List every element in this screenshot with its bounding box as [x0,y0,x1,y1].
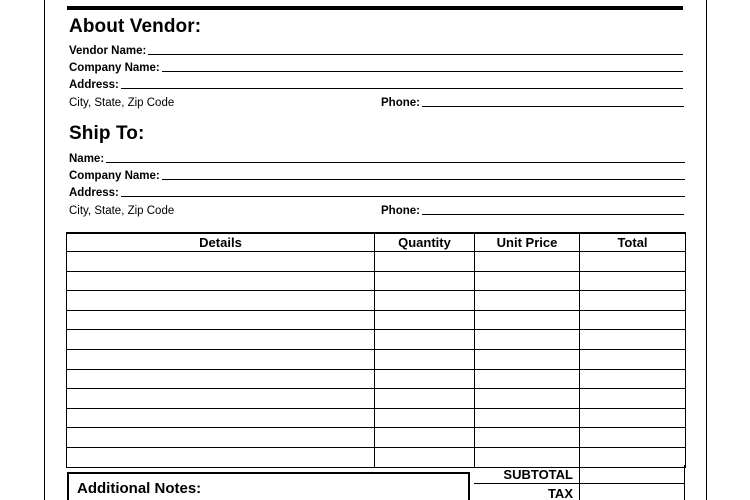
ship-company-row [69,167,685,183]
cell-total[interactable] [580,369,686,389]
table-row [67,369,686,389]
cell-details[interactable] [67,271,375,291]
ship-section-title: Ship To: [69,123,145,144]
cell-unit-price[interactable] [475,271,580,291]
cell-details[interactable] [67,349,375,369]
additional-notes-title: Additional Notes: [77,480,202,497]
cell-details[interactable] [67,408,375,428]
cell-quantity[interactable] [375,271,475,291]
cell-details[interactable] [67,428,375,448]
cell-total[interactable] [580,252,686,272]
vendor-name-input[interactable] [148,54,683,55]
cell-quantity[interactable] [375,310,475,330]
cell-quantity[interactable] [375,291,475,311]
cell-unit-price[interactable] [475,389,580,409]
vendor-company-input[interactable] [162,71,683,72]
vendor-company-label: Company Name: [69,62,160,74]
vendor-city-label: City, State, Zip Code [69,97,175,109]
cell-quantity[interactable] [375,408,475,428]
table-row [67,428,686,448]
ship-city-label: City, State, Zip Code [69,205,175,217]
cell-total[interactable] [580,389,686,409]
additional-notes-box[interactable] [67,472,470,500]
ship-phone-label: Phone: [381,205,420,217]
ship-phone-cell [381,204,684,218]
cell-details[interactable] [67,389,375,409]
table-body [67,252,686,468]
column-header-quantity: Quantity [375,233,475,252]
table-row [67,271,686,291]
cell-quantity[interactable] [375,349,475,369]
ship-address-input[interactable] [121,196,685,197]
table-row [67,291,686,311]
table-header-row [67,233,686,252]
cell-unit-price[interactable] [475,310,580,330]
subtotal-row [474,465,685,484]
vendor-phone-label: Phone: [381,97,420,109]
cell-details[interactable] [67,447,375,467]
cell-total[interactable] [580,271,686,291]
table-row [67,252,686,272]
vendor-phone-cell [381,96,684,110]
totals-block [474,465,685,500]
column-header-details: Details [67,233,375,252]
cell-total[interactable] [580,428,686,448]
cell-total[interactable] [580,291,686,311]
cell-unit-price[interactable] [475,408,580,428]
cell-quantity[interactable] [375,252,475,272]
ship-name-row [69,150,685,166]
cell-total[interactable] [580,310,686,330]
cell-details[interactable] [67,310,375,330]
cell-details[interactable] [67,369,375,389]
vendor-address-label: Address: [69,79,119,91]
vendor-section-title: About Vendor: [69,16,202,37]
vendor-city-cell [69,96,381,110]
ship-city-phone-row [69,202,684,218]
ship-company-input[interactable] [162,179,685,180]
column-header-total: Total [580,233,686,252]
vendor-name-row [69,42,683,58]
cell-quantity[interactable] [375,447,475,467]
cell-quantity[interactable] [375,389,475,409]
header-rule [67,6,683,10]
cell-unit-price[interactable] [475,252,580,272]
table-row [67,408,686,428]
table-row [67,330,686,350]
ship-name-input[interactable] [106,162,685,163]
cell-details[interactable] [67,291,375,311]
cell-details[interactable] [67,330,375,350]
cell-quantity[interactable] [375,428,475,448]
cell-unit-price[interactable] [475,428,580,448]
line-items-table [66,232,686,468]
cell-unit-price[interactable] [475,330,580,350]
subtotal-value-cell[interactable] [579,465,685,483]
tax-value-cell[interactable] [579,484,685,500]
ship-address-row [69,184,685,200]
cell-total[interactable] [580,349,686,369]
vendor-company-row [69,59,683,75]
cell-unit-price[interactable] [475,349,580,369]
cell-unit-price[interactable] [475,291,580,311]
vendor-address-row [69,76,683,92]
cell-quantity[interactable] [375,369,475,389]
cell-quantity[interactable] [375,330,475,350]
column-header-unit-price: Unit Price [475,233,580,252]
vendor-address-input[interactable] [121,88,683,89]
tax-row [474,484,685,500]
tax-label: TAX [547,486,573,500]
table-row [67,389,686,409]
ship-company-label: Company Name: [69,170,160,182]
vendor-name-label: Vendor Name: [69,45,147,57]
cell-total[interactable] [580,408,686,428]
ship-name-label: Name: [69,153,105,165]
cell-details[interactable] [67,252,375,272]
ship-address-label: Address: [69,187,119,199]
table-row [67,349,686,369]
cell-total[interactable] [580,330,686,350]
vendor-phone-input[interactable] [422,106,684,107]
cell-unit-price[interactable] [475,369,580,389]
ship-phone-input[interactable] [422,214,684,215]
ship-city-cell [69,204,381,218]
table-row [67,310,686,330]
subtotal-label: SUBTOTAL [503,467,573,482]
vendor-city-phone-row [69,94,684,110]
